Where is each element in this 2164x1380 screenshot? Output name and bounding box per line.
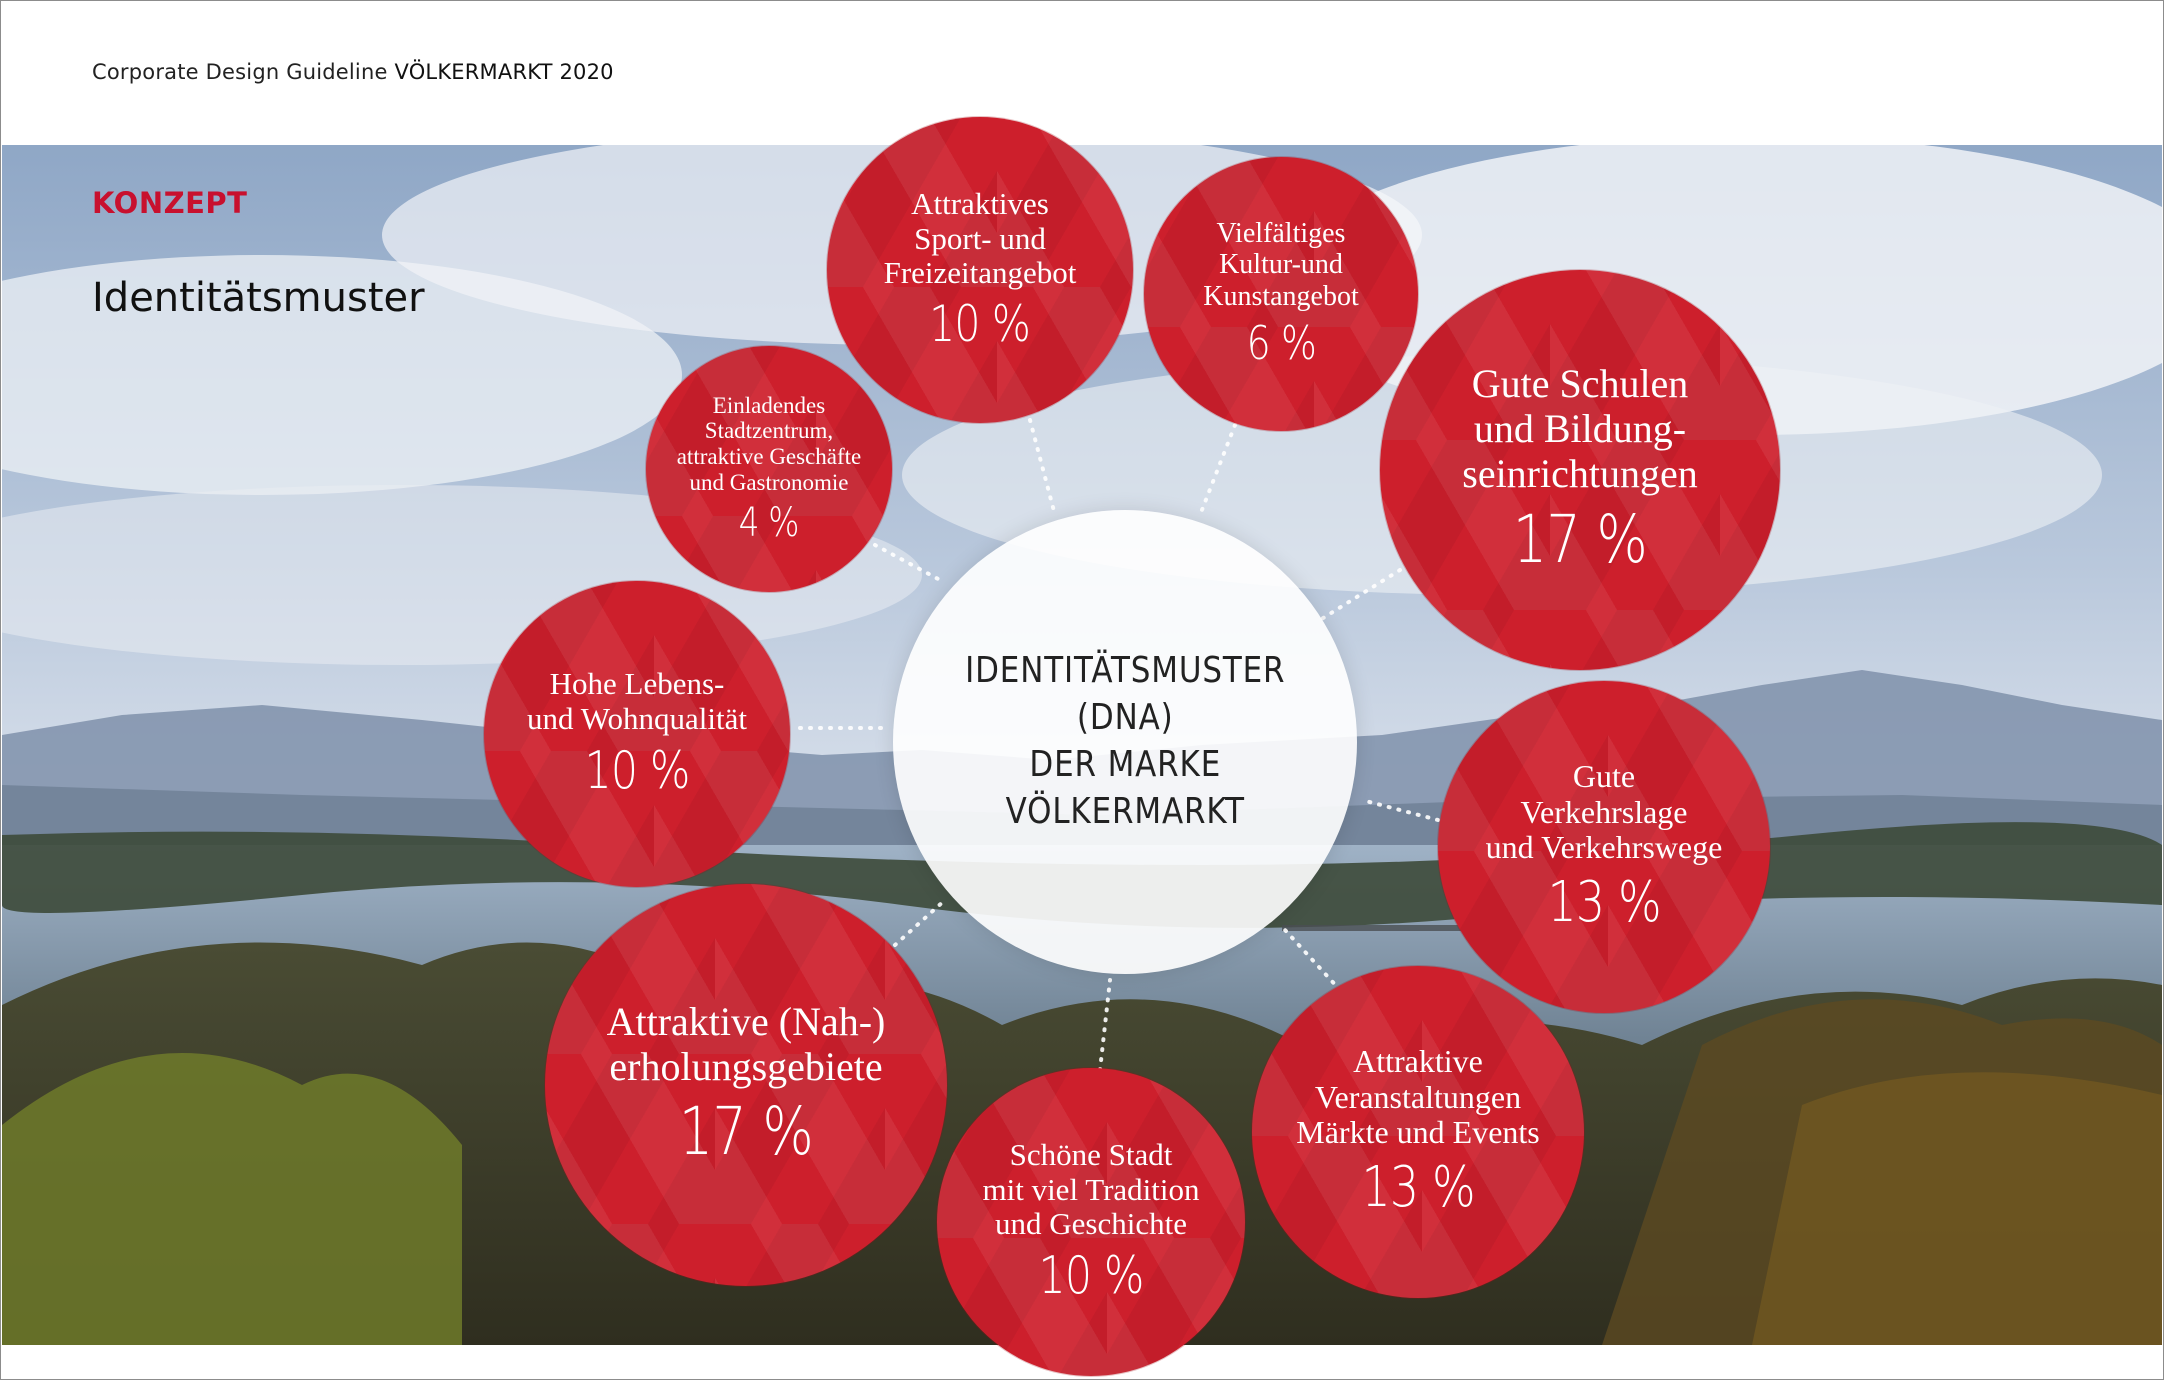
bubble-percent: 10 % [584, 740, 690, 801]
bubble-label: Gute Verkehrslage und Verkehrswege [1485, 757, 1723, 866]
bubble-label: Einladendes Stadtzentrum, attraktive Geschäfte und Gastronomie [676, 392, 862, 495]
bubble-label: Vielfältiges Kultur-und Kunstangebot [1203, 217, 1359, 312]
section-label: KONZEPT [92, 186, 248, 220]
bubble-label: Schöne Stadt mit viel Tradition und Geschichte [982, 1136, 1200, 1242]
bubble-label: Attraktive (Nah-) erholungsgebiete [606, 998, 886, 1089]
bubble-label: Hohe Lebens- und Wohnqualität [527, 666, 747, 736]
center-text: IDENTITÄTSMUSTER (DNA) DER MARKE VÖLKERMARKT [964, 650, 1286, 832]
bubble-verkehrslage [1438, 681, 1770, 1013]
bubble-schulen-bildung [1380, 270, 1780, 670]
bubble-percent: 6 % [1246, 316, 1316, 371]
bubble-percent: 10 % [1038, 1246, 1144, 1307]
bubble-percent: 17 % [678, 1093, 814, 1171]
bubble-percent: 13 % [1547, 870, 1661, 936]
bubble-lebensqualitaet [484, 581, 790, 887]
page-header [92, 60, 614, 84]
bubble-label: Attraktive Veranstaltungen Märkte und Events [1296, 1042, 1540, 1151]
bubble-tradition-geschichte [937, 1068, 1245, 1376]
bubble-percent: 13 % [1361, 1155, 1475, 1221]
bubble-veranstaltungen [1252, 966, 1584, 1298]
bubble-percent: 17 % [1512, 500, 1648, 578]
bubble-stadtzentrum [646, 346, 892, 592]
bubble-label: Attraktives Sport- und Freizeitangebot [883, 185, 1077, 291]
bubble-percent: 4 % [738, 499, 799, 546]
bubble-erholungsgebiete [545, 884, 947, 1286]
dna-center-circle [893, 510, 1357, 974]
bubble-label: Gute Schulen und Bildung- seinrichtungen [1462, 361, 1698, 496]
bubble-percent: 10 % [929, 295, 1031, 354]
bubble-kultur-kunst [1144, 157, 1418, 431]
page-title: Identitätsmuster [92, 275, 425, 321]
header-suffix: VÖLKERMARKT 2020 [394, 60, 614, 84]
header-prefix: Corporate Design Guideline [92, 60, 388, 84]
bubble-sport-freizeit [827, 117, 1133, 423]
